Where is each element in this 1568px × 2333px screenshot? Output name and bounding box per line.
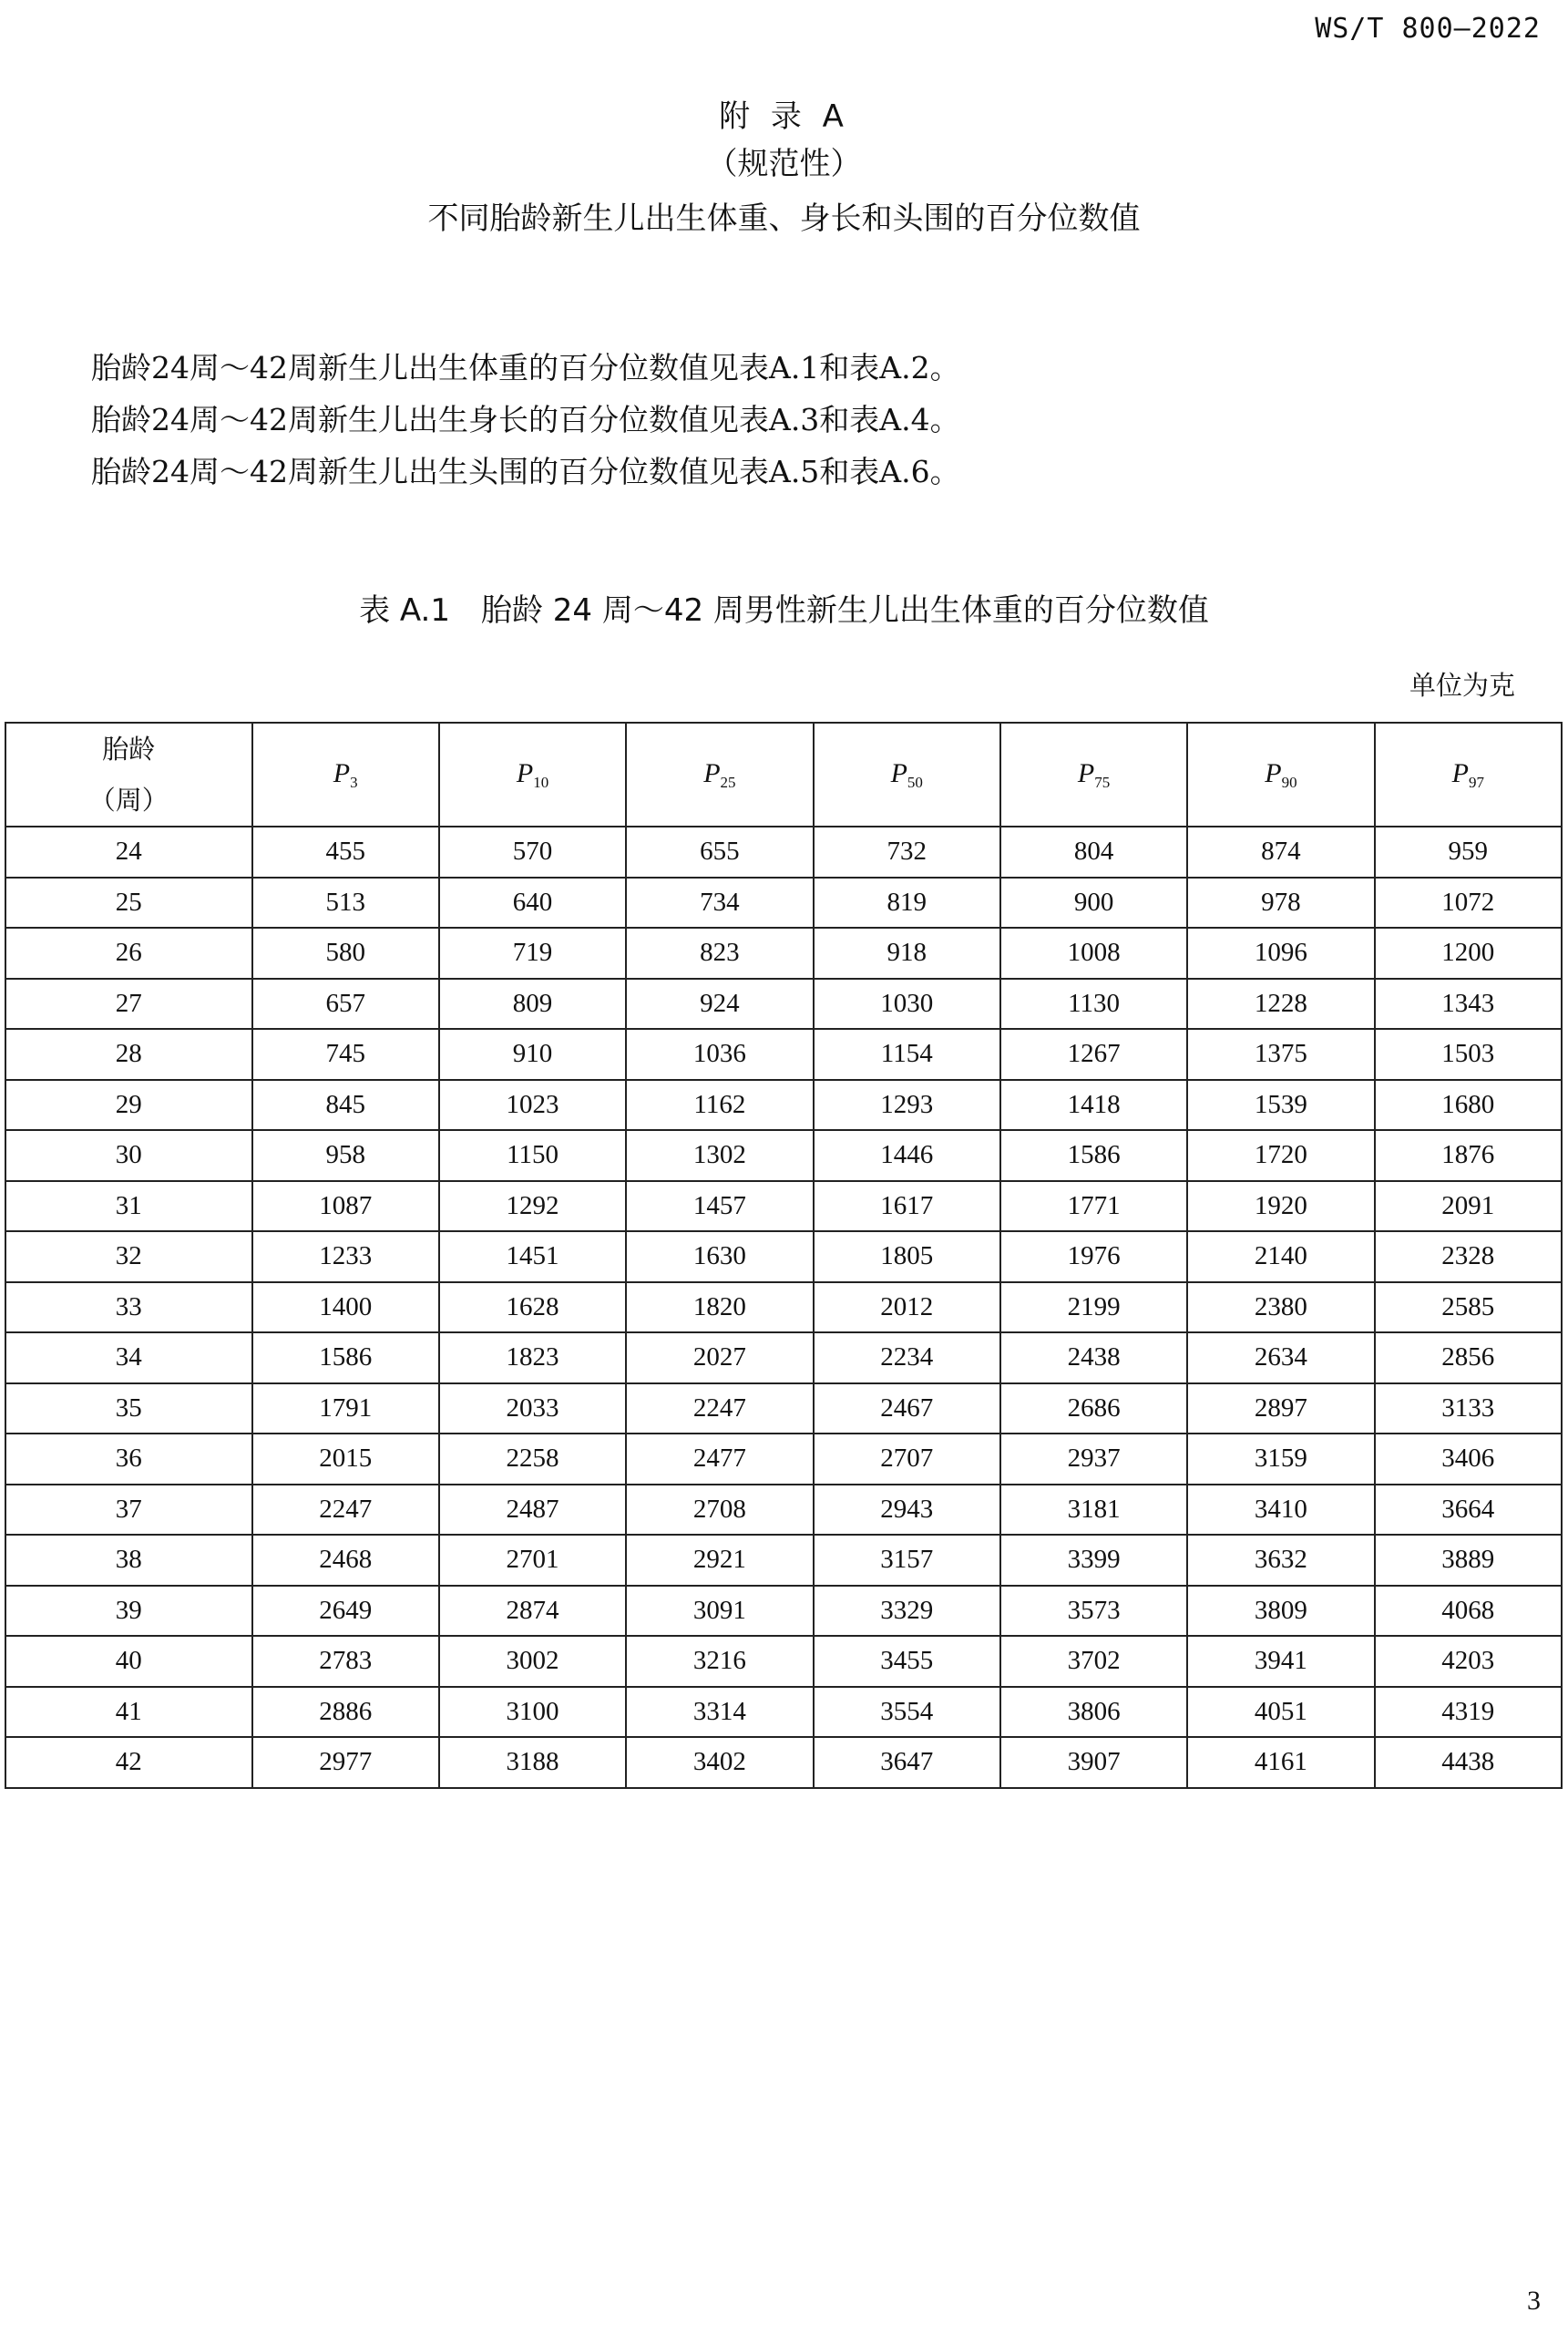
cell-age: 25 bbox=[5, 878, 252, 929]
cell-age: 26 bbox=[5, 928, 252, 979]
table-cell: 3399 bbox=[1000, 1535, 1187, 1586]
percentile-symbol: P bbox=[1451, 757, 1469, 788]
table-cell: 1400 bbox=[252, 1282, 439, 1333]
table-cell: 3806 bbox=[1000, 1687, 1187, 1738]
table-cell: 1150 bbox=[439, 1130, 626, 1181]
cell-age: 34 bbox=[5, 1332, 252, 1383]
table-cell: 2874 bbox=[439, 1586, 626, 1637]
table-cell: 1293 bbox=[814, 1080, 1000, 1131]
table-cell: 1200 bbox=[1375, 928, 1562, 979]
table-cell: 2634 bbox=[1187, 1332, 1374, 1383]
table-cell: 1771 bbox=[1000, 1181, 1187, 1232]
table-cell: 3002 bbox=[439, 1636, 626, 1687]
table-caption-number: 表 A.1 bbox=[359, 592, 450, 629]
table-cell: 1451 bbox=[439, 1231, 626, 1282]
table-cell: 1976 bbox=[1000, 1231, 1187, 1282]
table-cell: 2258 bbox=[439, 1434, 626, 1485]
table-row bbox=[5, 1586, 1562, 1637]
header-p3 bbox=[252, 723, 439, 827]
table-row bbox=[5, 1737, 1562, 1788]
table-row bbox=[5, 827, 1562, 878]
table-cell: 1228 bbox=[1187, 979, 1374, 1030]
table-cell: 1805 bbox=[814, 1231, 1000, 1282]
table-cell: 2234 bbox=[814, 1332, 1000, 1383]
intro-paragraph-weight: 胎龄24周～42周新生儿出生体重的百分位数值见表A.1和表A.2。 bbox=[91, 350, 960, 385]
table-cell: 804 bbox=[1000, 827, 1187, 878]
table-cell: 958 bbox=[252, 1130, 439, 1181]
table-cell: 2140 bbox=[1187, 1231, 1374, 1282]
table-cell: 2977 bbox=[252, 1737, 439, 1788]
header-gestational-age bbox=[5, 723, 252, 827]
table-cell: 1267 bbox=[1000, 1029, 1187, 1080]
page-number: 3 bbox=[1527, 2286, 1541, 2316]
percentile-symbol: P bbox=[1077, 757, 1095, 788]
table-cell: 4203 bbox=[1375, 1636, 1562, 1687]
header-p90 bbox=[1187, 723, 1374, 827]
table-row bbox=[5, 1434, 1562, 1485]
cell-age: 29 bbox=[5, 1080, 252, 1131]
table-cell: 1036 bbox=[626, 1029, 813, 1080]
table-cell: 809 bbox=[439, 979, 626, 1030]
percentile-table bbox=[5, 722, 1563, 1789]
table-header-row bbox=[5, 723, 1562, 827]
table-cell: 3941 bbox=[1187, 1636, 1374, 1687]
table-cell: 3406 bbox=[1375, 1434, 1562, 1485]
table-cell: 1087 bbox=[252, 1181, 439, 1232]
table-cell: 2649 bbox=[252, 1586, 439, 1637]
table-cell: 1008 bbox=[1000, 928, 1187, 979]
table-cell: 2487 bbox=[439, 1485, 626, 1536]
table-cell: 513 bbox=[252, 878, 439, 929]
table-row bbox=[5, 1282, 1562, 1333]
table-row bbox=[5, 1535, 1562, 1586]
table-cell: 3181 bbox=[1000, 1485, 1187, 1536]
table-cell: 3216 bbox=[626, 1636, 813, 1687]
table-row bbox=[5, 878, 1562, 929]
percentile-subscript: 25 bbox=[720, 773, 736, 791]
percentile-symbol: P bbox=[703, 757, 721, 788]
table-cell: 719 bbox=[439, 928, 626, 979]
table-row bbox=[5, 1130, 1562, 1181]
table-cell: 2856 bbox=[1375, 1332, 1562, 1383]
table-cell: 2467 bbox=[814, 1383, 1000, 1434]
cell-age: 24 bbox=[5, 827, 252, 878]
table-cell: 657 bbox=[252, 979, 439, 1030]
table-cell: 2708 bbox=[626, 1485, 813, 1536]
table-row bbox=[5, 1485, 1562, 1536]
table-row bbox=[5, 1029, 1562, 1080]
standard-code: WS/T 800—2022 bbox=[1315, 13, 1541, 45]
table-cell: 1154 bbox=[814, 1029, 1000, 1080]
table-cell: 1233 bbox=[252, 1231, 439, 1282]
table-cell: 3573 bbox=[1000, 1586, 1187, 1637]
table-cell: 3664 bbox=[1375, 1485, 1562, 1536]
percentile-subscript: 50 bbox=[907, 773, 923, 791]
header-p50 bbox=[814, 723, 1000, 827]
table-cell: 655 bbox=[626, 827, 813, 878]
table-cell: 745 bbox=[252, 1029, 439, 1080]
cell-age: 33 bbox=[5, 1282, 252, 1333]
cell-age: 27 bbox=[5, 979, 252, 1030]
table-cell: 1130 bbox=[1000, 979, 1187, 1030]
cell-age: 42 bbox=[5, 1737, 252, 1788]
table-cell: 2943 bbox=[814, 1485, 1000, 1536]
table-cell: 3889 bbox=[1375, 1535, 1562, 1586]
table-row bbox=[5, 1636, 1562, 1687]
table-row bbox=[5, 1231, 1562, 1282]
table-cell: 910 bbox=[439, 1029, 626, 1080]
table-cell: 4068 bbox=[1375, 1586, 1562, 1637]
table-cell: 1418 bbox=[1000, 1080, 1187, 1131]
cell-age: 35 bbox=[5, 1383, 252, 1434]
table-cell: 734 bbox=[626, 878, 813, 929]
header-p10 bbox=[439, 723, 626, 827]
cell-age: 37 bbox=[5, 1485, 252, 1536]
table-cell: 918 bbox=[814, 928, 1000, 979]
table-cell: 2015 bbox=[252, 1434, 439, 1485]
table-cell: 3554 bbox=[814, 1687, 1000, 1738]
table-cell: 2247 bbox=[626, 1383, 813, 1434]
table-cell: 819 bbox=[814, 878, 1000, 929]
header-age-unit: （周） bbox=[88, 785, 169, 816]
table-cell: 3455 bbox=[814, 1636, 1000, 1687]
cell-age: 31 bbox=[5, 1181, 252, 1232]
table-row bbox=[5, 1181, 1562, 1232]
table-cell: 1457 bbox=[626, 1181, 813, 1232]
cell-age: 32 bbox=[5, 1231, 252, 1282]
table-cell: 1375 bbox=[1187, 1029, 1374, 1080]
table-cell: 3091 bbox=[626, 1586, 813, 1637]
table-cell: 2937 bbox=[1000, 1434, 1187, 1485]
table-cell: 2585 bbox=[1375, 1282, 1562, 1333]
table-cell: 3647 bbox=[814, 1737, 1000, 1788]
table-caption bbox=[0, 585, 1568, 630]
table-cell: 4051 bbox=[1187, 1687, 1374, 1738]
percentile-symbol: P bbox=[890, 757, 907, 788]
percentile-symbol: P bbox=[333, 757, 351, 788]
table-cell: 2328 bbox=[1375, 1231, 1562, 1282]
table-cell: 1920 bbox=[1187, 1181, 1374, 1232]
table-cell: 1096 bbox=[1187, 928, 1374, 979]
table-cell: 3188 bbox=[439, 1737, 626, 1788]
table-cell: 3632 bbox=[1187, 1535, 1374, 1586]
table-cell: 580 bbox=[252, 928, 439, 979]
intro-paragraph-length: 胎龄24周～42周新生儿出生身长的百分位数值见表A.3和表A.4。 bbox=[91, 402, 960, 437]
header-p97 bbox=[1375, 723, 1562, 827]
table-cell: 3157 bbox=[814, 1535, 1000, 1586]
percentile-symbol: P bbox=[516, 757, 534, 788]
table-cell: 1030 bbox=[814, 979, 1000, 1030]
cell-age: 30 bbox=[5, 1130, 252, 1181]
table-row bbox=[5, 979, 1562, 1030]
intro-paragraph-head: 胎龄24周～42周新生儿出生头围的百分位数值见表A.5和表A.6。 bbox=[91, 454, 960, 489]
percentile-subscript: 10 bbox=[533, 773, 549, 791]
table-cell: 1720 bbox=[1187, 1130, 1374, 1181]
cell-age: 40 bbox=[5, 1636, 252, 1687]
table-cell: 2707 bbox=[814, 1434, 1000, 1485]
table-cell: 4438 bbox=[1375, 1737, 1562, 1788]
table-cell: 2091 bbox=[1375, 1181, 1562, 1232]
header-age-label: 胎龄 bbox=[102, 734, 156, 765]
table-unit: 单位为克 bbox=[1409, 670, 1515, 701]
appendix-label: 附 录 A bbox=[719, 98, 849, 135]
table-cell: 1302 bbox=[626, 1130, 813, 1181]
header-p25 bbox=[626, 723, 813, 827]
appendix-nature: （规范性） bbox=[706, 146, 862, 182]
table-cell: 455 bbox=[252, 827, 439, 878]
table-cell: 823 bbox=[626, 928, 813, 979]
table-cell: 3702 bbox=[1000, 1636, 1187, 1687]
table-cell: 3410 bbox=[1187, 1485, 1374, 1536]
table-cell: 1446 bbox=[814, 1130, 1000, 1181]
table-cell: 845 bbox=[252, 1080, 439, 1131]
table-cell: 3100 bbox=[439, 1687, 626, 1738]
appendix-title: 不同胎龄新生儿出生体重、身长和头围的百分位数值 bbox=[427, 200, 1141, 237]
table-cell: 924 bbox=[626, 979, 813, 1030]
cell-age: 36 bbox=[5, 1434, 252, 1485]
table-cell: 2012 bbox=[814, 1282, 1000, 1333]
percentile-subscript: 75 bbox=[1094, 773, 1111, 791]
table-cell: 3907 bbox=[1000, 1737, 1187, 1788]
table-cell: 1072 bbox=[1375, 878, 1562, 929]
table-cell: 2921 bbox=[626, 1535, 813, 1586]
table-cell: 570 bbox=[439, 827, 626, 878]
table-cell: 4319 bbox=[1375, 1687, 1562, 1738]
table-cell: 874 bbox=[1187, 827, 1374, 878]
table-cell: 1628 bbox=[439, 1282, 626, 1333]
table-cell: 1617 bbox=[814, 1181, 1000, 1232]
table-cell: 2477 bbox=[626, 1434, 813, 1485]
table-cell: 1791 bbox=[252, 1383, 439, 1434]
table-cell: 1823 bbox=[439, 1332, 626, 1383]
table-cell: 1820 bbox=[626, 1282, 813, 1333]
table-cell: 1876 bbox=[1375, 1130, 1562, 1181]
table-row bbox=[5, 1080, 1562, 1131]
table-cell: 1680 bbox=[1375, 1080, 1562, 1131]
table-caption-text: 胎龄 24 周～42 周男性新生儿出生体重的百分位数值 bbox=[480, 592, 1209, 629]
table-row bbox=[5, 1332, 1562, 1383]
table-cell: 1586 bbox=[1000, 1130, 1187, 1181]
table-cell: 2247 bbox=[252, 1485, 439, 1536]
table-cell: 978 bbox=[1187, 878, 1374, 929]
cell-age: 39 bbox=[5, 1586, 252, 1637]
table-cell: 3809 bbox=[1187, 1586, 1374, 1637]
table-row bbox=[5, 928, 1562, 979]
table-cell: 2380 bbox=[1187, 1282, 1374, 1333]
percentile-symbol: P bbox=[1265, 757, 1282, 788]
table-cell: 959 bbox=[1375, 827, 1562, 878]
table-cell: 2199 bbox=[1000, 1282, 1187, 1333]
table-row bbox=[5, 1383, 1562, 1434]
table-cell: 2438 bbox=[1000, 1332, 1187, 1383]
table-cell: 732 bbox=[814, 827, 1000, 878]
table-cell: 2033 bbox=[439, 1383, 626, 1434]
table-cell: 3314 bbox=[626, 1687, 813, 1738]
table-cell: 3133 bbox=[1375, 1383, 1562, 1434]
table-cell: 2027 bbox=[626, 1332, 813, 1383]
cell-age: 41 bbox=[5, 1687, 252, 1738]
cell-age: 28 bbox=[5, 1029, 252, 1080]
percentile-subscript: 3 bbox=[350, 773, 358, 791]
percentile-subscript: 90 bbox=[1281, 773, 1297, 791]
table-cell: 2701 bbox=[439, 1535, 626, 1586]
table-cell: 2897 bbox=[1187, 1383, 1374, 1434]
table-cell: 3159 bbox=[1187, 1434, 1374, 1485]
header-p75 bbox=[1000, 723, 1187, 827]
table-cell: 1343 bbox=[1375, 979, 1562, 1030]
percentile-subscript: 97 bbox=[1468, 773, 1484, 791]
table-cell: 1292 bbox=[439, 1181, 626, 1232]
table-cell: 1023 bbox=[439, 1080, 626, 1131]
cell-age: 38 bbox=[5, 1535, 252, 1586]
table-cell: 4161 bbox=[1187, 1737, 1374, 1788]
table-cell: 1630 bbox=[626, 1231, 813, 1282]
table-cell: 3402 bbox=[626, 1737, 813, 1788]
table-cell: 1503 bbox=[1375, 1029, 1562, 1080]
table-cell: 3329 bbox=[814, 1586, 1000, 1637]
table-row bbox=[5, 1687, 1562, 1738]
table-cell: 900 bbox=[1000, 878, 1187, 929]
table-cell: 640 bbox=[439, 878, 626, 929]
table-cell: 1539 bbox=[1187, 1080, 1374, 1131]
table-cell: 2886 bbox=[252, 1687, 439, 1738]
table-cell: 2783 bbox=[252, 1636, 439, 1687]
table-cell: 2468 bbox=[252, 1535, 439, 1586]
table-cell: 2686 bbox=[1000, 1383, 1187, 1434]
table-cell: 1586 bbox=[252, 1332, 439, 1383]
table-cell: 1162 bbox=[626, 1080, 813, 1131]
